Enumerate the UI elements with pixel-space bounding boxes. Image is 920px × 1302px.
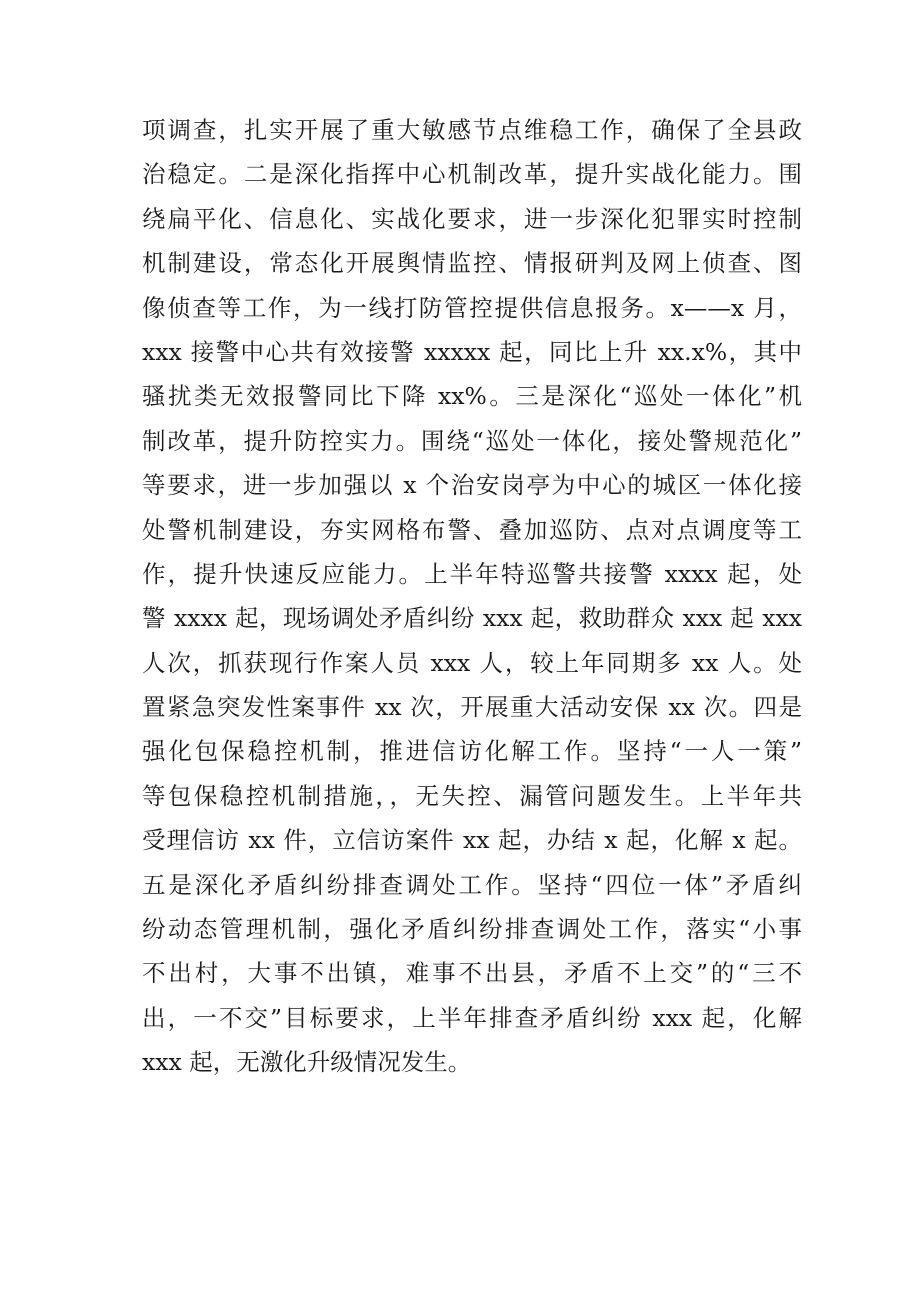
text-line: 受理信访 xx 件，立信访案件 xx 起，办结 x 起，化解 x 起。 <box>142 826 802 855</box>
text-line: 纷动态管理机制，强化矛盾纠纷排查调处工作，落实“小事 <box>142 915 802 944</box>
text-line: 强化包保稳控机制，推进信访化解工作。坚持“一人一策” <box>142 737 802 766</box>
text-line: 等要求，进一步加强以 x 个治安岗亭为中心的城区一体化接 <box>142 471 802 500</box>
text-line: 项调查，扎实开展了重大敏感节点维稳工作，确保了全县政 <box>142 116 802 144</box>
text-line: 五是深化矛盾纠纷排查调处工作。坚持“四位一体”矛盾纠 <box>142 870 802 899</box>
text-line: 等包保稳控机制措施，，无失控、漏管问题发生。上半年共 <box>142 781 802 810</box>
text-line: 出，一不交”目标要求，上半年排查矛盾纠纷 xxx 起，化解 <box>142 1003 802 1032</box>
text-line: 警 xxxx 起，现场调处矛盾纠纷 xxx 起，救助群众 xxx 起 xxx <box>142 604 802 633</box>
body-paragraph <box>142 108 802 1085</box>
text-line: 制改革，提升防控实力。围绕“巡处一体化，接处警规范化” <box>142 426 802 455</box>
text-line: 不出村，大事不出镇，难事不出县，矛盾不上交”的“三不 <box>142 959 802 988</box>
text-line: 处警机制建设，夯实网格布警、叠加巡防、点对点调度等工 <box>142 515 802 544</box>
text-line: 置紧急突发性案事件 xx 次，开展重大活动安保 xx 次。四是 <box>142 693 802 722</box>
text-line: 作，提升快速反应能力。上半年特巡警共接警 xxxx 起，处 <box>142 559 802 588</box>
text-line: 机制建设，常态化开展舆情监控、情报研判及网上侦查、图 <box>142 249 802 278</box>
text-line: 治稳定。二是深化指挥中心机制改革，提升实战化能力。围 <box>142 160 802 189</box>
text-line: 骚扰类无效报警同比下降 xx%。三是深化“巡处一体化”机 <box>142 382 802 411</box>
text-line: 绕扁平化、信息化、实战化要求，进一步深化犯罪实时控制 <box>142 204 802 233</box>
text-line: xxx 起，无激化升级情况发生。 <box>142 1048 472 1077</box>
text-line: 像侦查等工作，为一线打防管控提供信息报务。x——x 月， <box>142 293 802 322</box>
text-line: 人次，抓获现行作案人员 xxx 人，较上年同期多 xx 人。处 <box>142 648 802 677</box>
text-line: xxx 接警中心共有效接警 xxxxx 起，同比上升 xx.x%，其中 <box>142 337 802 366</box>
